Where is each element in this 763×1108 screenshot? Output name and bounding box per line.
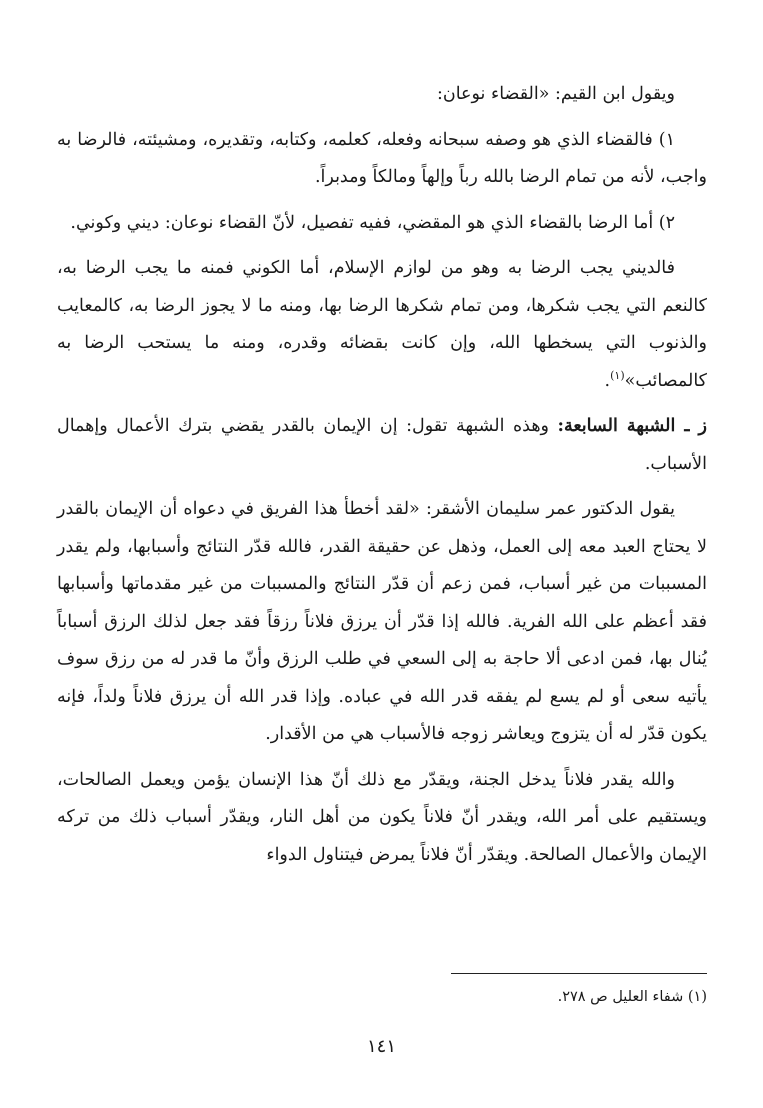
paragraph-text: يقول الدكتور عمر سليمان الأشقر: «لقد أخطأ هذا الفريق في دعواه أن الإيمان بالقدر لا يحتاج العبد معه إلى العمل، وذهل عن حقيقة القدر، فالله قدّر النتائج وأسبابها، ولم يقدر المسببات من غير أسباب، فمن زعم أن قدّر النتائج والمسببات من غير مقدماتها وأسبابها فقد أعظم على الله الفرية. فالله إذا قدّر أن يرزق فلاناً رزقاً فقد جعل لذلك الرزق أسباباً يُنال بها، فمن ادعى ألا حاجة به إلى السعي في طلب الرزق وأنّ ما قدر له من رزق سوف يأتيه سعى أو لم يسع لم يفقه قدر الله في عباده. وإذا قدر الله أن يرزق فلاناً ولداً، فإنه يكون قدّر له أن يتزوج ويعاشر زوجه فالأسباب هي من الأقدار.	[57, 499, 707, 744]
paragraph-religious-cosmic	[57, 250, 707, 400]
footnote: (١) شفاء العليل ص ٢٧٨.	[557, 989, 707, 1005]
section-heading: ز ـ الشبهة السابعة:	[557, 416, 707, 436]
paragraph-ibn-qayyim-intro	[57, 76, 707, 114]
footnote-reference: (١)	[610, 368, 625, 382]
paragraph-paradise-example	[57, 762, 707, 875]
paragraph-tail: .	[604, 370, 611, 391]
paragraph-first-type	[57, 122, 707, 197]
paragraph-text: وهذه الشبهة تقول: إن الإيمان بالقدر يقضي بترك الأعمال وإهمال الأسباب.	[57, 416, 707, 474]
paragraph-text: فالديني يجب الرضا به وهو من لوازم الإسلام، أما الكوني فمنه ما يجب الرضا به، كالنعم التي يجب شكرها، ومن تمام شكرها الرضا بها، ومنه ما لا يجوز الرضا به، كالمعايب والذنوب التي يسخطها الله، وإن كانت بقضائه وقدره، ومنه ما يستحب الرضا به كالمصائب»	[57, 258, 707, 391]
main-text-block	[57, 76, 707, 882]
page-number: ١٤١	[366, 1036, 396, 1057]
paragraph-text: ويقول ابن القيم: «القضاء نوعان:	[436, 84, 675, 104]
paragraph-seventh-doubt	[57, 408, 707, 483]
paragraph-second-type	[57, 205, 707, 243]
paragraph-text: والله يقدر فلاناً يدخل الجنة، ويقدّر مع ذلك أنّ هذا الإنسان يؤمن ويعمل الصالحات، ويستقيم على أمر الله، ويقدر أنّ فلاناً يكون من أهل النار، ويقدّر أسباب ذلك من تركه الإيمان والأعمال الصالحة. ويقدّر أنّ فلاناً يمرض فيتناول الدواء	[57, 769, 707, 865]
paragraph-text: ١) فالقضاء الذي هو وصفه سبحانه وفعله، كعلمه، وكتابه، وتقديره، ومشيئته، فالرضا به واجب، لأنه من تمام الرضا بالله رباً وإلهاً ومالكاً ومدبراً.	[57, 129, 707, 187]
paragraph-ashqar-quote	[57, 491, 707, 754]
footnote-divider	[451, 973, 707, 974]
paragraph-text: ٢) أما الرضا بالقضاء الذي هو المقضي، ففيه تفصيل، لأنّ القضاء نوعان: ديني وكوني.	[70, 212, 675, 233]
